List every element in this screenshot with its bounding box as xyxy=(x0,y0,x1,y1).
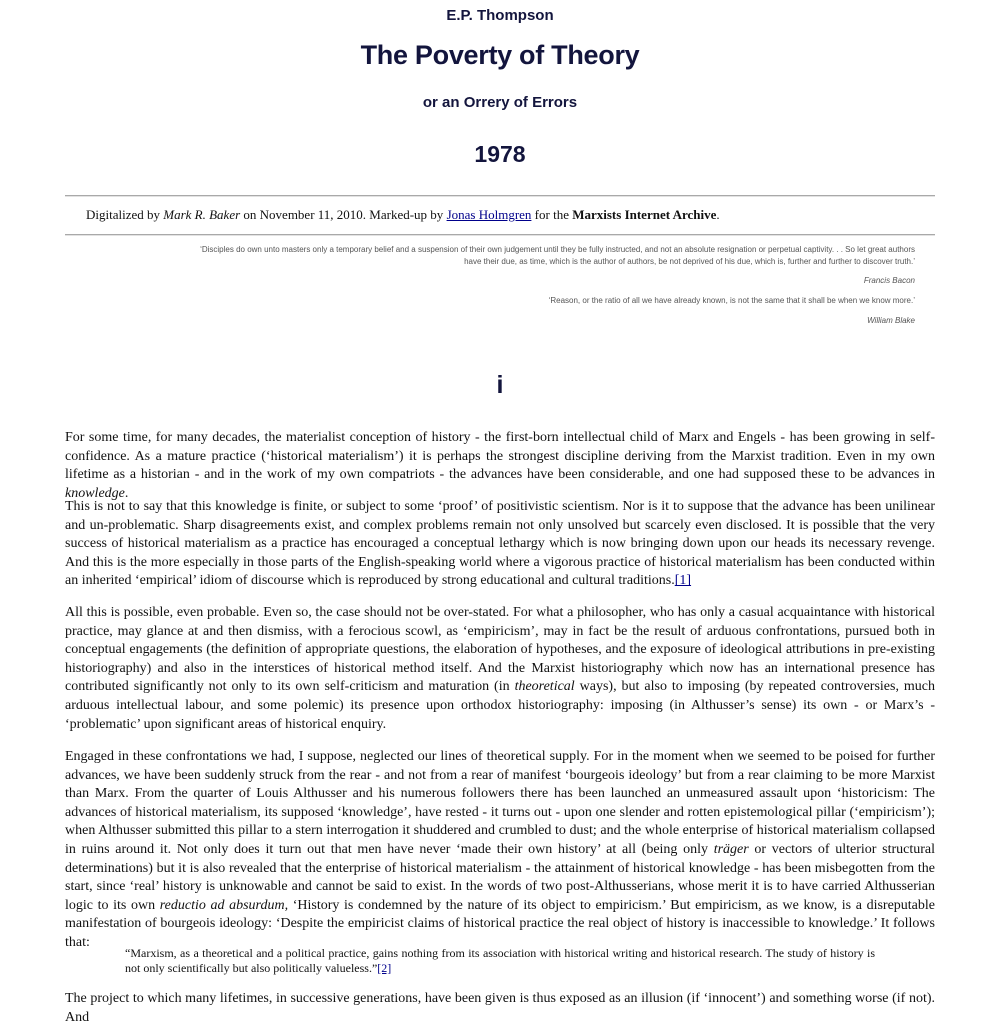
quote-text: “Marxism, as a theoretical and a political practice, gains nothing from its association with historical writing and historical research. The study of history is not only scientifically but also politically valueless.” xyxy=(125,946,875,975)
footnote-link[interactable]: [2] xyxy=(377,961,392,975)
info-text-2: on November 11, 2010. Marked-up by xyxy=(240,207,447,222)
epigraph-author: Francis Bacon xyxy=(863,276,915,285)
body-paragraph xyxy=(65,990,935,1027)
epigraph-quote: ‘Disciples do own unto masters only a temporary belief and a suspension of their own judgement until they be fully instructed, and not an absolute resignation or perpetual captivity. . . So let great authors have their due, as time, which is the author of authors, be not deprived of his due, which is, further and further to discover truth.’ xyxy=(200,245,915,266)
author-name: E.P. Thompson xyxy=(446,7,554,24)
divider-bottom xyxy=(65,234,935,236)
block-quote xyxy=(125,946,875,976)
divider-top xyxy=(65,195,935,197)
info-text-4: . xyxy=(716,207,720,222)
body-paragraph xyxy=(65,429,935,503)
body-paragraph xyxy=(65,604,935,734)
archive-name: Marxists Internet Archive xyxy=(572,207,717,222)
info-text-3: for the xyxy=(531,207,573,222)
body-paragraph xyxy=(65,748,935,953)
digitization-info xyxy=(86,207,926,223)
markup-author-link[interactable]: Jonas Holmgren xyxy=(446,207,532,222)
epigraph-quote: ‘Reason, or the ratio of all we have already known, is not the same that it shall be when we know more.’ xyxy=(548,296,915,305)
paragraph-text: ‘History is condemned by the nature of its object to empiricism.’ But empiricism, as we know, is a disreputable manifestation of bourgeois ideology: ‘Despite the empiricist claims of historical practice the real object of history is inaccessible to knowledge.’ It follows that: xyxy=(65,897,935,950)
emphasis-text: reductio ad absurdum, xyxy=(159,897,289,913)
paragraph-text: This is not to say that this knowledge is finite, or subject to some ‘proof’ of positivistic scientism. Nor is it to suppose that the advance has been unilinear and un-problematic. Sharp disagreements exist, and complex problems remain not only unsolved but scarcely even disclosed. It is possible that the very success of historical materialism as a practice has encouraged a conceptual lethargy which is now bringing down upon our heads its necessary revenge. And this is the more especially in those parts of the English-speaking world where a vigorous practice of historical materialism has been conducted within an inherited ‘empirical’ idiom of discourse which is reproduced by strong educational and cultural traditions. xyxy=(65,499,935,589)
footnote-link[interactable]: [1] xyxy=(674,573,692,589)
publication-year: 1978 xyxy=(474,141,526,167)
section-heading: i xyxy=(496,371,504,399)
info-text-1: Digitalized by xyxy=(86,207,164,222)
body-paragraph xyxy=(65,498,935,591)
paragraph-text: . xyxy=(124,485,129,501)
paragraph-text: or vectors of ulterior structural determinations) but it is also revealed that the enterprise of historical materialism - the attainment of historical knowledge - has been misbegotten from the start, since ‘real’ history is unknowable and cannot be said to exist. In the words of two post-Althusserians, whose merit it is to have carried Althusserian logic to its own xyxy=(65,841,935,913)
paragraph-text: ways), but also to imposing (by repeated controversies, much arduous intellectual labour, and some polemic) its presence upon orthodox historiography: imposing (in Althusser’s sense) its own - or Marx’s - ‘problematic’ upon significant areas of historical enquiry. xyxy=(65,679,936,732)
paragraph-text: All this is possible, even probable. Even so, the case should not be over-stated. For what a philosopher, who has only a casual acquaintance with historical practice, may glance at and then dismiss, with a ferocious scowl, as ‘empiricism’, may in fact be the result of arduous confrontations, pursued both in conceptual engagements (the definition of appropriate questions, the elaboration of hypotheses, and the exposure of ideological attributions in pre-existing historiography) and also in the interstices of historical method itself. And the Marxist historiography which now has an international presence has contributed significantly not only to its own self-criticism and maturation (in xyxy=(65,605,935,695)
page-title: The Poverty of Theory xyxy=(360,40,640,70)
paragraph-text: For some time, for many decades, the materialist conception of history - the first-born intellectual child of Marx and Engels - has been growing in self-confidence. As a mature practice (‘historical materialism’) it is perhaps the strongest discipline deriving from the Marxist tradition. Even in my own lifetime as a historian - and in the work of my own compatriots - the advances have been considerable, and one had supposed these to be advances in xyxy=(65,430,935,483)
paragraph-text: The project to which many lifetimes, in successive generations, have been given is thus exposed as an illusion (if ‘innocent’) and something worse (if not). And xyxy=(65,991,935,1025)
epigraph-author: William Blake xyxy=(867,316,915,325)
paragraph-text: Engaged in these confrontations we had, I suppose, neglected our lines of theoretical supply. For in the moment when we seemed to be poised for further advances, we have been suddenly struck from the rear - and not from a rear of manifest ‘bourgeois ideology’ but from a rear claiming to be more Marxist than Marx. From the quarter of Louis Althusser and his numerous followers there has been launched an unmeasured assault upon ‘historicism: The advances of historical materialism, its supposed ‘knowledge’, have rested - it turns out - upon one slender and rotten epistemological pillar (‘empiricism’); when Althusser submitted this pillar to a stern interrogation it shuddered and crumbled to dust; and the whole enterprise of historical materialism collapsed in ruins around it. Not only does it turn out that men have never ‘made their own history’ at all (being only xyxy=(65,749,935,857)
page-subtitle: or an Orrery of Errors xyxy=(422,94,578,111)
emphasis-text: knowledge xyxy=(65,485,125,501)
digitizer-name: Mark R. Baker xyxy=(163,207,241,222)
emphasis-text: theoretical xyxy=(514,679,575,695)
emphasis-text: träger xyxy=(713,841,749,857)
